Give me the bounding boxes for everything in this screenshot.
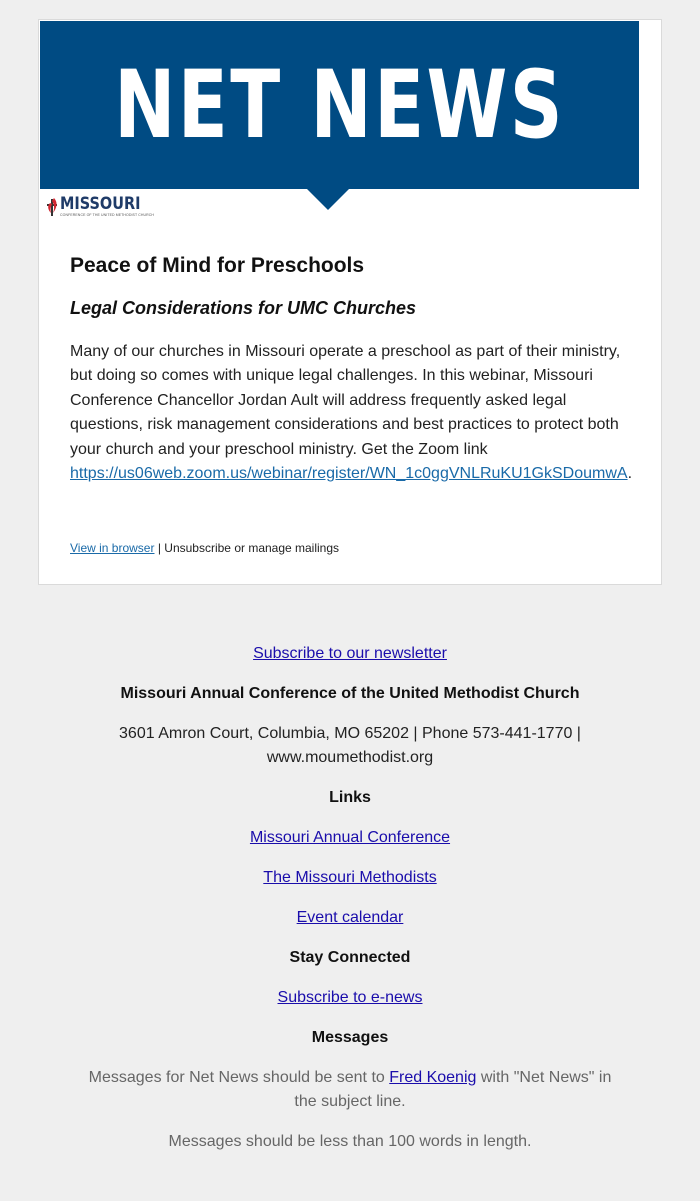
messages-instructions xyxy=(0,1066,700,1090)
article-body xyxy=(70,340,635,486)
messages-post-line-2: the subject line. xyxy=(294,1093,406,1110)
article-subheadline: Legal Considerations for UMC Churches xyxy=(70,298,417,318)
card-footer xyxy=(70,541,339,555)
messages-pre: Messages for Net News should be sent to xyxy=(88,1069,390,1086)
link-missouri-methodists[interactable]: The Missouri Methodists xyxy=(263,869,437,886)
messages-heading: Messages xyxy=(311,1029,389,1046)
messages-post: with "Net News" in xyxy=(476,1069,612,1086)
messages-length-note: Messages should be less than 100 words in length. xyxy=(168,1133,532,1150)
zoom-registration-link[interactable]: https://us06web.zoom.us/webinar/register/WN_1c0ggVNLRuKU1GkSDoumwA xyxy=(70,465,628,483)
net-news-banner xyxy=(40,21,639,189)
address-line-2: www.moumethodist.org xyxy=(266,749,434,766)
unsubscribe-link[interactable]: Unsubscribe or manage mailings xyxy=(164,541,340,555)
missouri-logo xyxy=(45,196,155,218)
link-missouri-annual-conference[interactable]: Missouri Annual Conference xyxy=(249,829,451,846)
link-event-calendar[interactable]: Event calendar xyxy=(296,909,404,926)
subscribe-newsletter-link[interactable]: Subscribe to our newsletter xyxy=(253,645,447,662)
email-card xyxy=(38,19,662,585)
cross-and-flame-icon xyxy=(45,197,59,217)
org-name: Missouri Annual Conference of the United Methodist Church xyxy=(120,685,580,702)
stay-connected-heading: Stay Connected xyxy=(289,949,411,966)
article-headline: Peace of Mind for Preschools xyxy=(70,254,365,277)
logo-wordmark: MISSOURI xyxy=(60,194,141,215)
banner-title: NET NEWS xyxy=(114,51,565,160)
address-line-1: 3601 Amron Court, Columbia, MO 65202 | Phone 573-441-1770 | xyxy=(119,725,581,742)
links-heading: Links xyxy=(329,789,371,806)
fred-koenig-email-link[interactable]: Fred Koenig xyxy=(389,1069,477,1086)
footer-separator: | xyxy=(154,541,165,555)
logo-subtitle: CONFERENCE OF THE UNITED METHODIST CHURCH xyxy=(60,213,155,218)
view-in-browser-link[interactable]: View in browser xyxy=(70,541,155,555)
article-body-text: Many of our churches in Missouri operate a preschool as part of their ministry, but doing so comes with unique legal challenges. In this webinar, Missouri Conference Chancellor Jordan Ault will address frequently asked legal questions, risk management considerations and best practices to protect both your church and your preschool ministry. Get the Zoom link xyxy=(70,343,621,458)
page-footer xyxy=(0,642,700,1154)
banner-notch xyxy=(306,188,350,210)
subscribe-enews-link[interactable]: Subscribe to e-news xyxy=(277,989,423,1006)
article-body-end: . xyxy=(627,465,633,483)
